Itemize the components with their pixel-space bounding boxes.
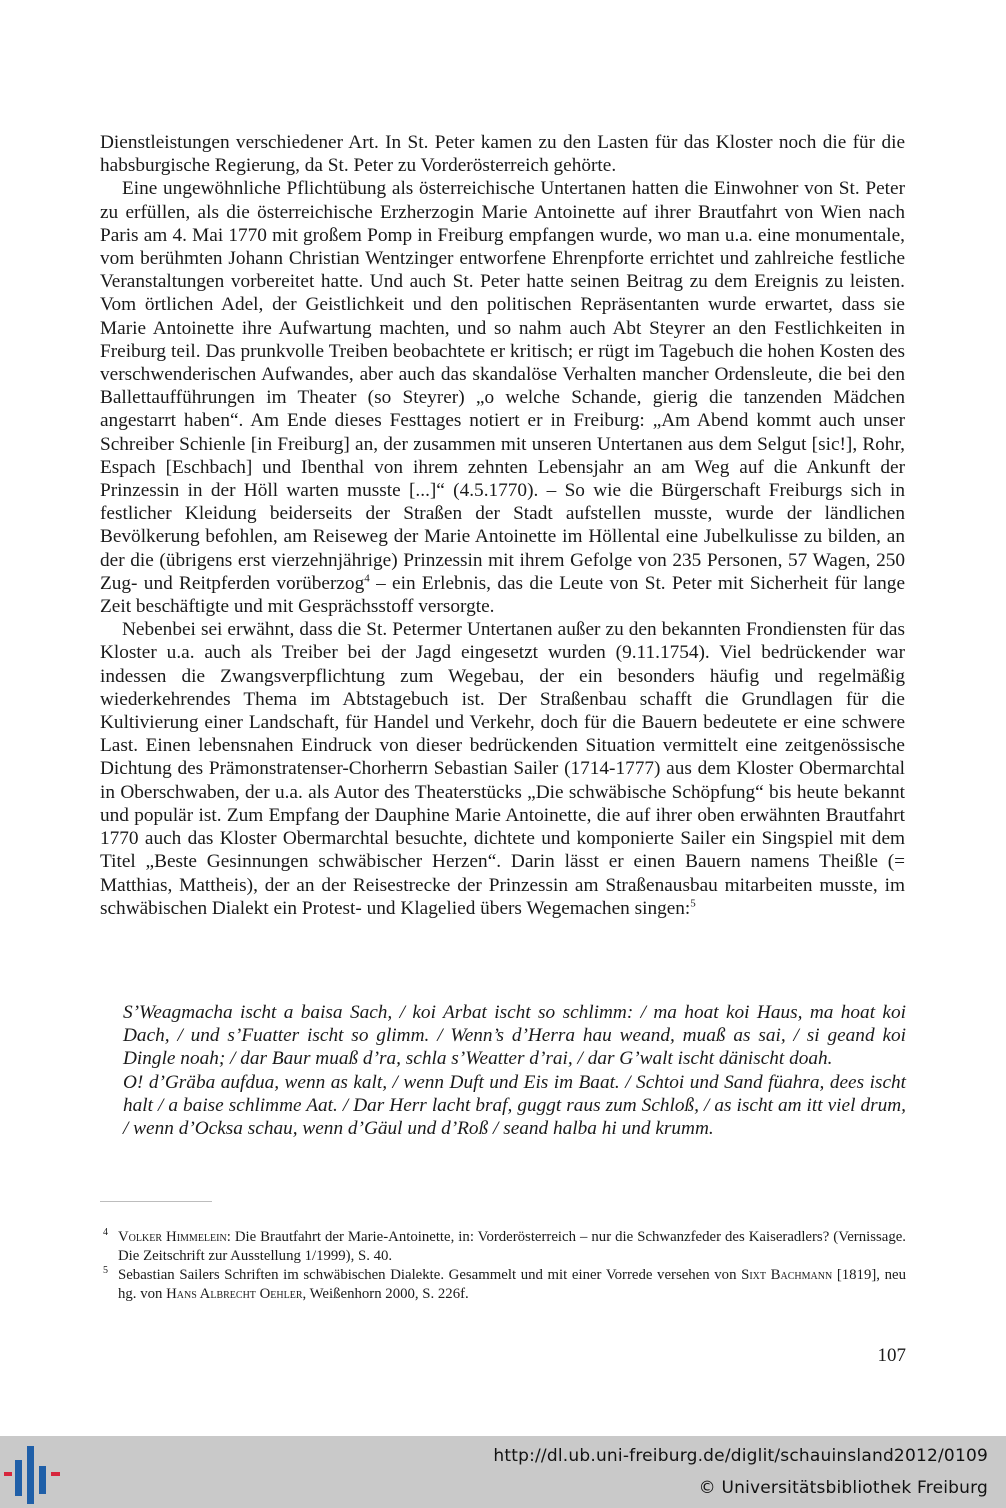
footnote-ref-4[interactable]: 4 bbox=[364, 572, 370, 585]
footnote-4 bbox=[100, 1228, 906, 1266]
copyright-notice: © Universitätsbibliothek Freiburg bbox=[698, 1478, 988, 1498]
paragraph-1: Dienstleistungen verschiedener Art. In St. Peter kamen zu den Lasten für das Kloster noch die für die habsburgische Regierung, da St. Peter zu Vorderösterreich gehörte. bbox=[100, 132, 905, 177]
paragraph-2-tail: – ein Erlebnis, das die Leute von St. Peter mit Sicherheit für lange Zeit beschäftigte und mit Gesprächsstoff versorgte. bbox=[100, 572, 906, 618]
footnote-author: Volker Himmelein bbox=[118, 1229, 227, 1245]
paragraph-2-text: Eine ungewöhnliche Pflichtübung als österreichische Untertanen hatten die Einwohner von St. Peter zu erfüllen, als die österreichische Erzherzogin Marie Antoinette auf ihrer Brautfahrt von Wien nach Paris am 4. Mai 1770 mit großem Pomp in Freiburg empfangen wurde, wo man u.a. eine monumentale, vom berühmten Johann Christian Wentzinger entworfene Ehrenpforte errichtet und zahlreiche festliche Veranstaltungen vorbereitet hatte. Und auch St. Peter hatte seinen Beitrag zu dem Ereignis zu leisten. Vom örtlichen Adel, der Geistlichkeit und den politischen Repräsentanten wurde erwartet, dass sie Marie Antoinette ihre Aufwartung machten, und so nahm auch Abt Steyrer an den Festlichkeiten in Freiburg teil. Das prunkvolle Treiben beobachtete er kritisch; er rügt im Tagebuch die hohen Kosten des verschwenderischen Aufwandes, aber auch das skandalöse Verhalten mancher Ordensleute, die bei den Ballettaufführungen im Theater (so Steyrer) „o welche Schande, gierig die tanzenden Mädchen angestarrt haben“. Am Ende dieses Festtages notiert er in Freiburg: „Am Abend kommt auch unser Schreiber Schienle [in Freiburg] an, der zusammen mit unseren Untertanen aus dem Selgut [sic!], Rohr, Espach [Eschbach] und Ibenthal von ihrem zehnten Lebensjahr an am Weg auf die Ankunft der Prinzessin in der Höll warten musste [...]“ (4.5.1770). – So wie die Bürgerschaft Freiburgs sich in festlicher Kleidung beiderseits der Straßen der Stadt aufstellen musste, wurde der ländlichen Bevölkerung befohlen, am Reiseweg der Marie Antoinette im Höllental eine Jubelkulisse zu bilden, an der die (übrigens erst vierzehnjährige) Prinzessin mit ihrem Gefolge von 235 Personen, 57 Wagen, 250 Zug- und Reitpferden vorüberzog bbox=[100, 178, 905, 594]
footnote-number: 4 bbox=[103, 1227, 108, 1238]
footnote-text: Sebastian Sailers Schriften im schwäbischen Dialekte. Gesammelt und mit einer Vorrede versehen von bbox=[118, 1267, 742, 1283]
footnote-text: [1819], neu hg. von bbox=[118, 1267, 906, 1302]
paragraph-3-text: Nebenbei sei erwähnt, dass die St. Petermer Untertanen außer zu den bekannten Frondiensten für das Kloster u.a. auch als Treiber bei der Jagd eingesetzt wurden (9.11.1754). Viel bedrückender war indessen die Zwangsverpflichtung zum Wegebau, der ein besonders häufig und regelmäßig wiederkehrendes Thema im Abtstagebuch ist. Der Straßenbau schafft die Grundlagen für die Kultivierung einer Landschaft, für Handel und Verkehr, doch für die Bauern bedeutete er eine schwere Last. Einen lebensnahen Eindruck von dieser bedrückenden Situation vermittelt eine zeitgenössische Dichtung des Prämonstratenser-Chorherrn Sebastian Sailer (1714-1777) aus dem Kloster Obermarchtal in Oberschwaben, der u.a. als Autor des Theaterstücks „Die schwäbische Schöpfung“ bis heute bekannt und populär ist. Zum Empfang der Dauphine Marie Antoinette, die auf ihrer oben erwähnten Brautfahrt 1770 auch das Kloster Obermarchtal besuchte, dichtete und komponierte Sailer ein Singspiel mit dem Titel „Beste Gesinnungen schwäbischer Herzen“. Darin lässt er einen Bauern namens Theißle (= Matthias, Mattheis), der an der Reisestrecke der Prinzessin am Straßenausbau mitarbeiten musste, im schwäbischen Dialekt ein Protest- und Klagelied übers Wegemachen singen: bbox=[100, 619, 905, 919]
footnote-author: Sixt Bachmann bbox=[741, 1267, 833, 1283]
footnote-text: , Weißenhorn 2000, S. 226f. bbox=[302, 1286, 469, 1302]
footnote-5 bbox=[100, 1266, 906, 1304]
permalink-url[interactable]: http://dl.ub.uni-freiburg.de/diglit/schauinsland2012/0109 bbox=[493, 1446, 988, 1466]
poem-quote bbox=[123, 1001, 906, 1140]
footnote-text: : Die Brautfahrt der Marie-Antoinette, in: Vorderösterreich – nur die Schwanzfeder des Kaiseradlers? (Vernissage. Die Zeitschrift zur Ausstellung 1/1999), S. 40. bbox=[118, 1229, 906, 1264]
poem-stanza-1: S’Weagmacha ischt a baisa Sach, / koi Arbat ischt so schlimm: / ma hoat koi Haus, ma hoat koi Dach, / und s’Fuatter ischt so glimm. / Wenn’s d’Herra hau weand, muaß as sai, / si geand koi Dingle noah; / dar Baur muaß d’ra, schla s’Weatter d’rai, / dar G’walt ischt dänischt doah. bbox=[123, 1002, 906, 1070]
poem-stanza-2: O! d’Gräba aufdua, wenn as kalt, / wenn Duft und Eis im Baat. / Schtoi und Sand füahra, dees ischt halt / a baise schlimme Aat. / Dar Herr lacht braf, guggt raus zum Schloß, / as ischt am itt viel drum, / wenn d’Ocksa schau, wenn d’Gäul und d’Roß / seand halba hi und krumm. bbox=[123, 1071, 906, 1140]
footnote-ref-5[interactable]: 5 bbox=[690, 897, 696, 910]
paragraph-2 bbox=[100, 177, 905, 618]
paragraph-3 bbox=[100, 618, 905, 920]
body-text bbox=[100, 131, 905, 920]
page-number: 107 bbox=[877, 1345, 906, 1366]
footnotes bbox=[100, 1228, 906, 1304]
ub-freiburg-logo-icon[interactable] bbox=[0, 1438, 70, 1508]
footnote-editor: Hans Albrecht Oehler bbox=[166, 1286, 303, 1302]
footnote-number: 5 bbox=[103, 1265, 108, 1276]
footnote-divider bbox=[100, 1201, 212, 1202]
